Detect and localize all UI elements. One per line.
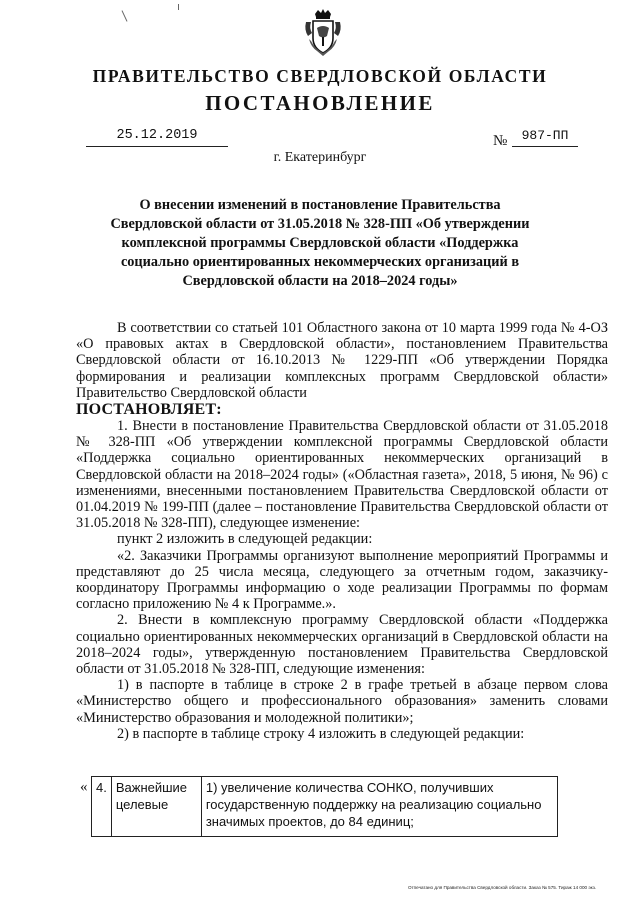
organization-name: ПРАВИТЕЛЬСТВО СВЕРДЛОВСКОЙ ОБЛАСТИ (92, 66, 548, 86)
row-text-cell: 1) увеличение количества СОНКО, получивших государственную поддержку на реализацию социально значимых проектов, до 84 единиц; (201, 777, 557, 837)
row-number-cell: 4. (92, 777, 112, 837)
preamble-paragraph: В соответствии со статьей 101 Областного закона от 10 марта 1999 года № 4-ОЗ «О правовых актах в Свердловской области», постановлением Правительства Свердловской области от 16.10.2013 № 1229-ПП «Об утверждении Порядка формирования и реализации комплексных программ Свердловской области» Правительство Свердловской области (76, 320, 608, 401)
coat-of-arms-icon (303, 8, 343, 58)
table-open-quote: « (80, 779, 88, 795)
table-row (92, 777, 558, 837)
row-label-cell: Важнейшие целевые (111, 777, 201, 837)
print-footer: Отпечатано для Правительства Свердловской области. Заказ № 575. Тираж 14 000 экз. (408, 885, 597, 890)
item-2-sub-1-paragraph: 1) в паспорте в таблице в строке 2 в графе третьей в абзаце первом слова «Министерство общего и профессионального образования» заменить словами «Министерство образования и молодежной политики»; (76, 677, 608, 726)
item-2-sub-2-paragraph: 2) в паспорте в таблице строку 4 изложить в следующей редакции: (117, 725, 525, 742)
document-body (76, 320, 608, 742)
number-sign: № (493, 133, 508, 149)
number-underline (512, 146, 578, 147)
scan-mark (178, 4, 179, 10)
item-2-paragraph: 2. Внести в комплексную программу Свердловской области «Поддержка социально ориентированных некоммерческих организаций в Свердловской области на 2018–2024 годы», утвержденную постановлением Правительства Свердловской области от 31.05.2018 № 328-ПП, следующие изменения: (76, 612, 608, 678)
document-date: 25.12.2019 (116, 128, 198, 143)
date-underline (86, 146, 228, 147)
document-number: 987-ПП (521, 128, 569, 143)
item-1-sub-paragraph: пункт 2 изложить в следующей редакции: (117, 531, 373, 548)
passport-table (91, 776, 558, 837)
city: г. Екатеринбург (273, 150, 367, 165)
scan-mark (122, 10, 128, 21)
document-title: О внесении изменений в постановление Правительства Свердловской области от 31.05.2018 № 328-ПП «Об утверждении комплексной программы Свердловской области «Поддержка социально ориентированных некоммерческих организаций в Свердловской области на 2018–2024 годы» (110, 197, 530, 289)
decree-word: ПОСТАНОВЛЯЕТ: (76, 401, 222, 419)
document-kind: ПОСТАНОВЛЕНИЕ (205, 91, 435, 115)
item-1-quote-paragraph: «2. Заказчики Программы организуют выполнение мероприятий Программы и представляют до 25 числа месяца, следующего за отчетным годом, заказчику-координатору Программы информацию о ходе реализации Программы по формам согласно приложению № 4 к Программе.». (76, 547, 608, 613)
item-1-paragraph: 1. Внести в постановление Правительства Свердловской области от 31.05.2018 № 328-ПП «Об утверждении комплексной программы Свердловской области «Поддержка социально ориентированных некоммерческих организаций в Свердловской области на 2018–2024 годы» («Областная газета», 2018, 5 июня, № 96) с изменениями, внесенными постановлением Правительства Свердловской области от 01.04.2019 № 199-ПП (далее – постановление Правительства Свердловской области от 31.05.2018 № 328-ПП), следующее изменение: (76, 418, 608, 532)
